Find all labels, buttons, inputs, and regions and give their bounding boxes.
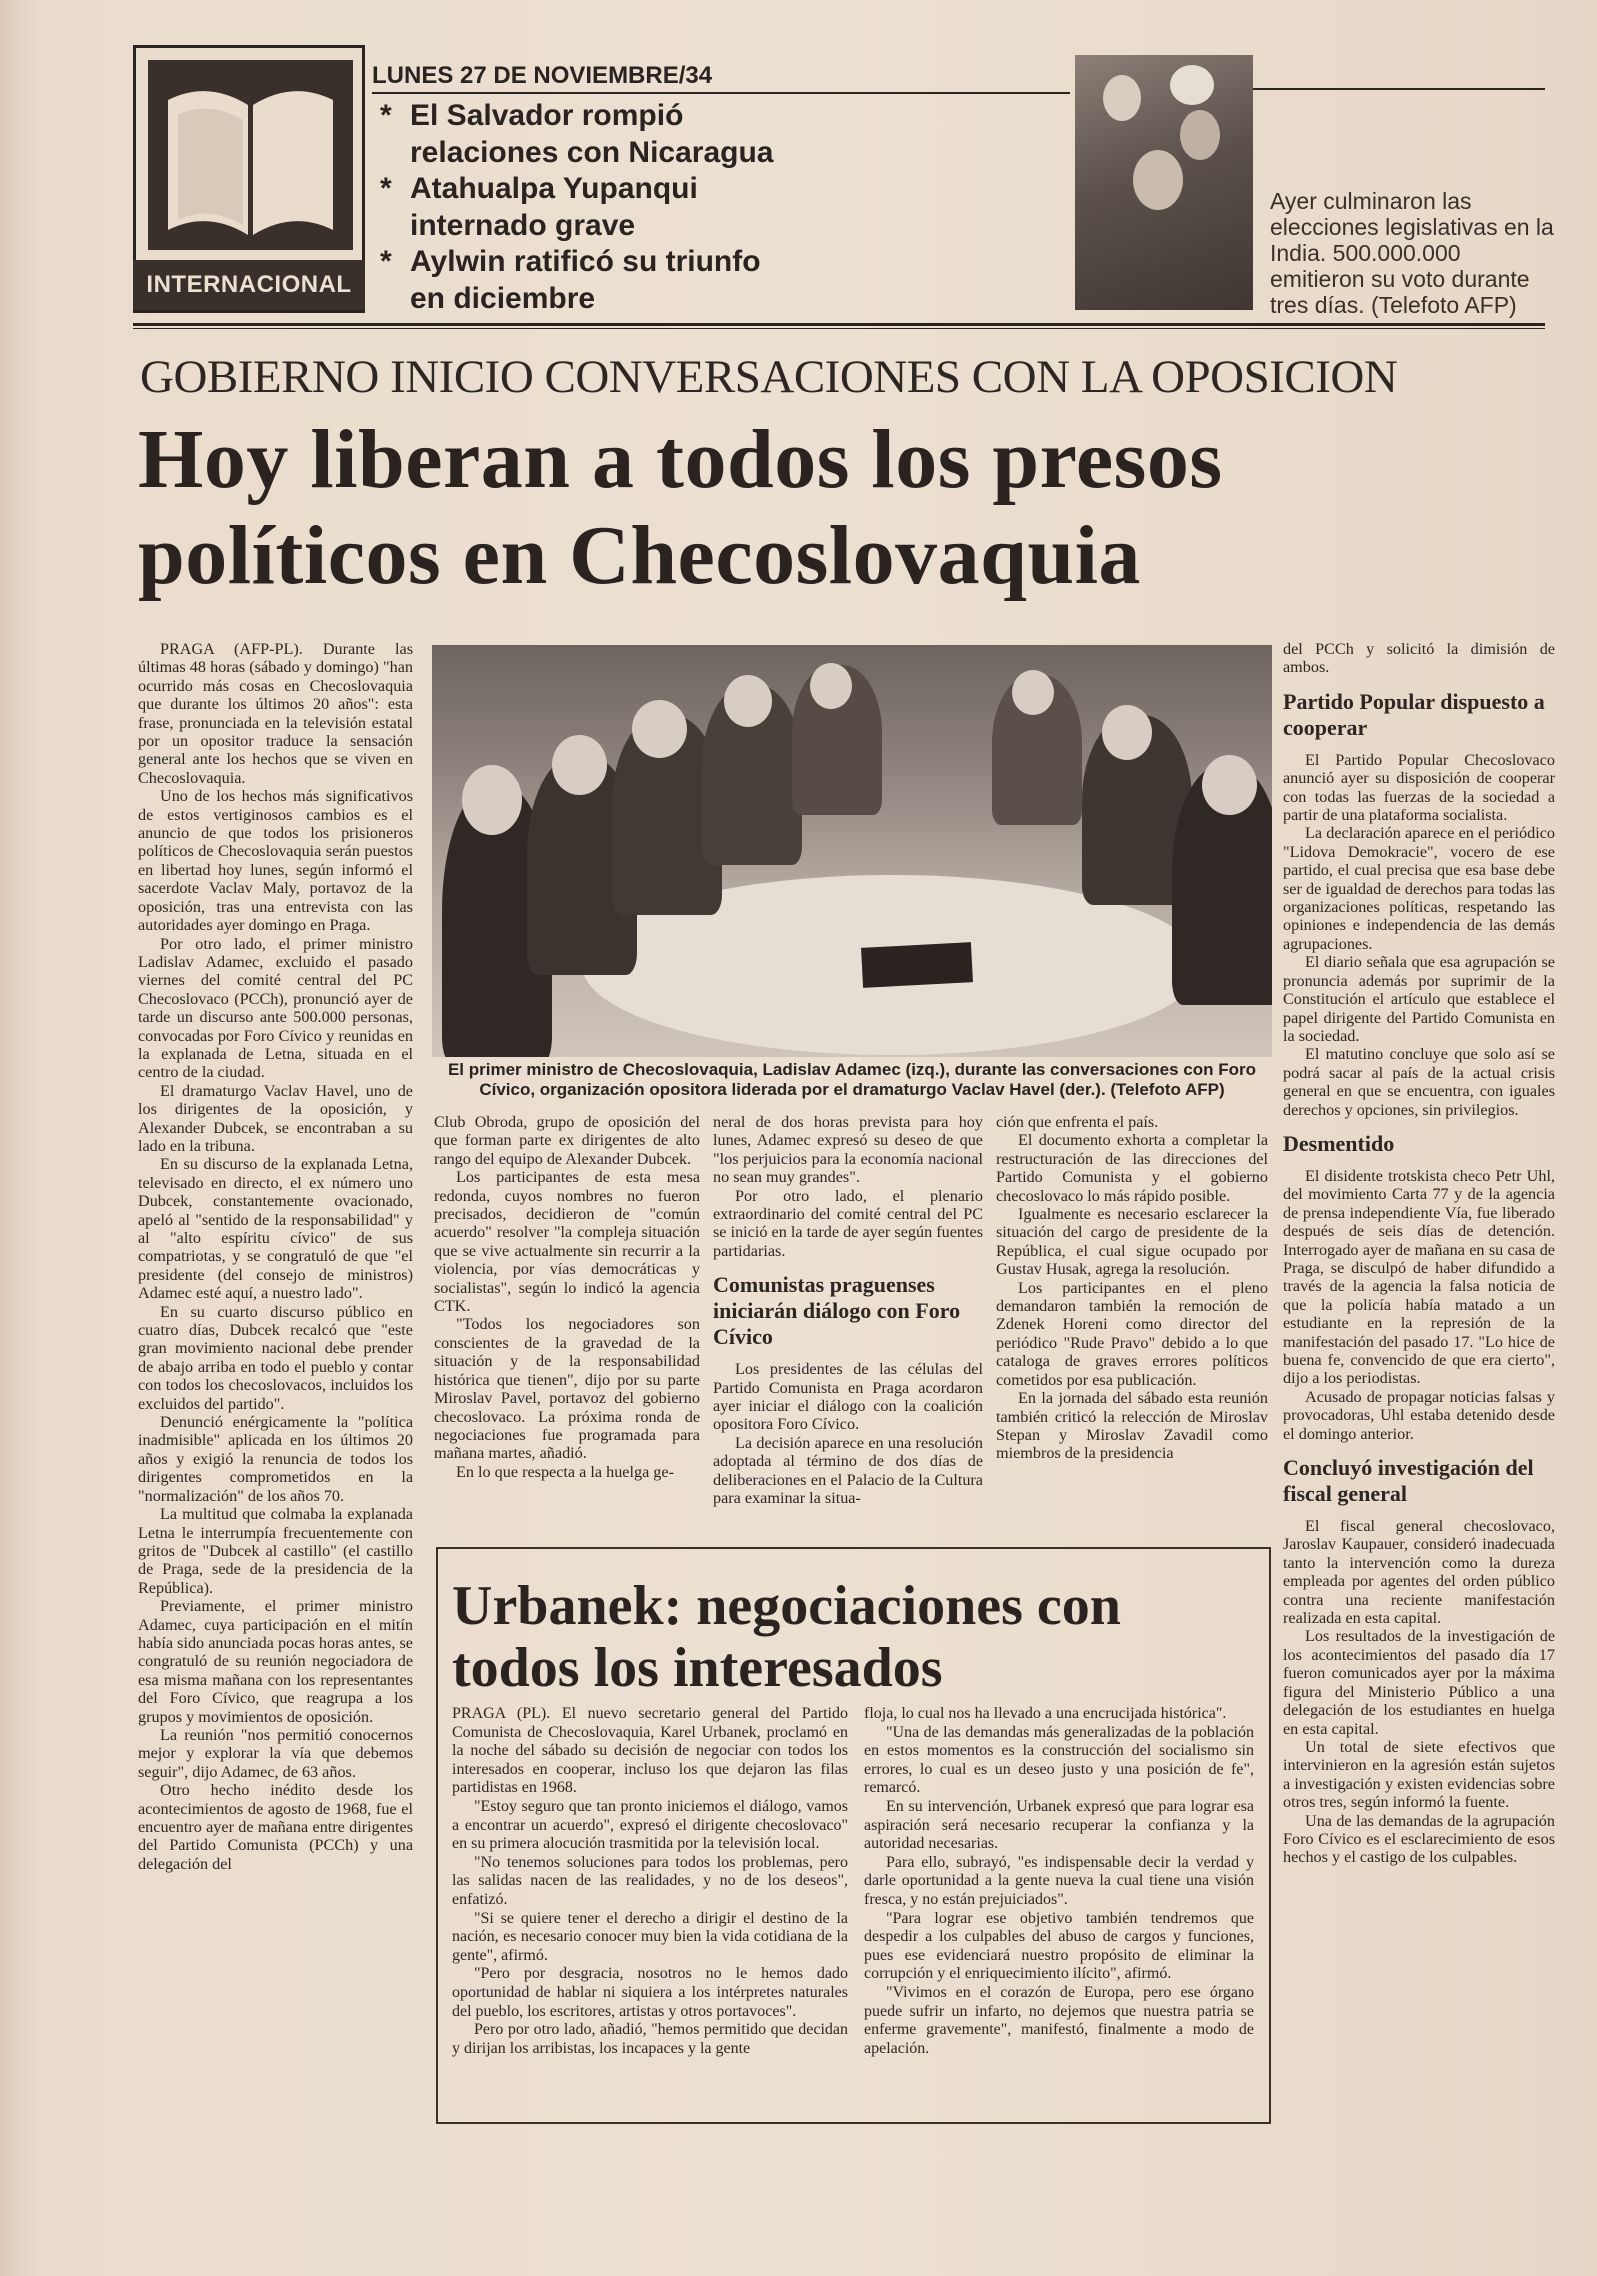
paragraph: Los participantes de esta mesa redonda, cuyos nombres no fueron precisados, decidieron de "común acuerdo" resolver "la compleja situación que se vive actualmente sin recurrir a la violencia, por vías democráticas y socialistas", según lo indicó la agencia CTK. bbox=[434, 1168, 700, 1316]
bullet-star: * bbox=[380, 99, 392, 132]
paragraph: "Estoy seguro que tan pronto iniciemos el diálogo, vamos a encontrar un acuerdo", expresó el dirigente checoslovaco" en su primera alocución trasmitida por la televisión local. bbox=[452, 1797, 848, 1853]
paragraph: La decisión aparece en una resolución adoptada al término de dos días de deliberaciones en el Palacio de la Cultura para examinar la situa- bbox=[713, 1433, 983, 1508]
paragraph: Para ello, subrayó, "es indispensable decir la verdad y darle oportunidad a la gente nueva la cual tiene una visión fresca, y no están prejuiciados". bbox=[864, 1853, 1254, 1908]
paragraph: El fiscal general checoslovaco, Jaroslav Kaupauer, consideró inadecuada tanto la intervención como la dureza empleada por agentes del orden público contra una reciente manifestación realizada en esta capital. bbox=[1283, 1517, 1555, 1628]
paragraph: Previamente, el primer ministro Adamec, cuya participación en el mitín había sido anunciada pocas horas antes, se congratuló de su reunión negociadora de esa misma mañana con los representantes del Foro Cívico, que reagrupa a los grupos y movimientos de oposición. bbox=[138, 1597, 413, 1726]
paragraph: En su discurso de la explanada Letna, televisado en directo, el ex número uno Dubcek, constantemente ovacionado, apeló al "sentido de la responsabilidad" y al "alto espíritu cívico" de sus compatriotas, y se congratuló de que "el presidente (del consejo de ministros) Adamec esté aquí, a nuestro lado". bbox=[138, 1155, 413, 1303]
paragraph: Club Obroda, grupo de oposición del que forman parte ex dirigentes de alto rango del equipo de Alexander Dubcek. bbox=[434, 1113, 700, 1168]
paragraph: Uno de los hechos más significativos de estos vertiginosos cambios es el anuncio de que todos los prisioneros políticos de Checoslovaquia serán puestos en libertad hoy lunes, según informó el sacerdote Vaclav Maly, portavoz de la oposición, tras una entrevista con las autoridades ayer domingo en Praga. bbox=[138, 787, 413, 935]
paragraph: Por otro lado, el plenario extraordinario del comité central del PC se inició en la tarde de ayer según fuentes partidarias. bbox=[713, 1186, 983, 1260]
paragraph: Un total de siete efectivos que intervinieron en la agresión están sujetos a investigación y existen evidencias sobre otros tres, según informó la fuente. bbox=[1283, 1737, 1555, 1812]
date-line: LUNES 27 DE NOVIEMBRE/34 bbox=[372, 62, 713, 89]
subhead: Concluyó investigación del fiscal general bbox=[1283, 1455, 1534, 1507]
subhead: Partido Popular dispuesto a cooperar bbox=[1283, 688, 1545, 740]
urbanek-headline[interactable]: Urbanek: negociaciones con todos los interesados bbox=[452, 1575, 1121, 1699]
paragraph: PRAGA (PL). El nuevo secretario general del Partido Comunista de Checoslovaquia, Karel Urbanek, proclamó en la noche del sábado su decisión de negociar con todos los interesados en cooperar, incluso los que dejaron las filas partidistas en 1968. bbox=[452, 1705, 848, 1797]
teaser-list bbox=[380, 98, 780, 317]
article-column-3 bbox=[713, 1113, 983, 1508]
paragraph: El dramaturgo Vaclav Havel, uno de los dirigentes de la oposición, y Alexander Dubcek, se encontraban a su lado en la tribuna. bbox=[138, 1081, 413, 1155]
article-column-5 bbox=[1283, 640, 1555, 1867]
paragraph: Acusado de propagar noticias falsas y provocadoras, Uhl estaba detenido desde el domingo anterior. bbox=[1283, 1387, 1555, 1443]
paragraph: Por otro lado, el primer ministro Ladislav Adamec, excluido el pasado viernes del comité central del PC Checoslovaco (PCCh), pronunció ayer de tarde un discurso ante 500.000 personas, convocadas por Foro Cívico y reunidas en la explanada de Letna, situada en el centro de la ciudad. bbox=[138, 934, 413, 1082]
negotiation-photo bbox=[432, 645, 1272, 1057]
paragraph: ción que enfrenta el país. bbox=[996, 1113, 1159, 1131]
article-column-4 bbox=[996, 1113, 1268, 1463]
paragraph: neral de dos horas prevista para hoy lunes, Adamec expresó su deseo de que "los perjuicios para la economía nacional no sean muy grandes". bbox=[713, 1113, 983, 1187]
paragraph: El documento exhorta a completar la restructuración de las direcciones del Partido Comunista y el gobierno checoslovaco lo más rápido posible. bbox=[996, 1131, 1268, 1205]
subhead: Comunistas praguenses iniciarán diálogo con Foro Cívico bbox=[713, 1272, 961, 1350]
paragraph: La multitud que colmaba la explanada Letna le interrumpía frecuentemente con gritos de "Dubcek al castillo" (el castillo de Praga, sede de la presidencia de la República). bbox=[138, 1505, 413, 1597]
paragraph: "No tenemos soluciones para todos los problemas, pero las salidas nacen de las realidades, y no de los deseos", enfatizó. bbox=[452, 1853, 848, 1908]
paragraph: "Si se quiere tener el derecho a dirigir el destino de la nación, es necesario conocer muy bien la vida cotidiana de la gente", afirmó. bbox=[452, 1909, 848, 1964]
paragraph: En lo que respecta a la huelga ge- bbox=[456, 1462, 674, 1481]
header-rule bbox=[372, 92, 1070, 94]
paragraph: En su cuarto discurso público en cuatro días, Dubcek recalcó que "este gran movimiento nacional debe prender de abajo arriba en todo el pueblo y contar con todos los checoslovacos, incluidos los excluidos del partido". bbox=[138, 1302, 413, 1413]
teaser-item[interactable] bbox=[380, 171, 780, 244]
divider bbox=[133, 328, 1545, 329]
india-election-photo bbox=[1075, 55, 1253, 310]
paragraph: Los resultados de la investigación de los acontecimientos del pasado día 17 fueron comunicados ayer por la máxima figura del Ministerio Público a una delegación de los estudiantes en huelga en esta capital. bbox=[1283, 1627, 1555, 1738]
paragraph: La reunión "nos permitió conocernos mejor y explorar la vía que debemos seguir", dijo Adamec, de 63 años. bbox=[138, 1725, 413, 1781]
open-book-icon bbox=[148, 60, 353, 250]
paragraph: floja, lo cual nos ha llevado a una encrucijada histórica". bbox=[864, 1705, 1227, 1722]
paragraph: "Vivimos en el corazón de Europa, pero ese órgano puede sufrir un infarto, no dejemos que nuestra patria se enferme gravemente", manifestó, finalmente a modo de apelación. bbox=[864, 1983, 1254, 2057]
paragraph: El diario señala que esa agrupación se pronuncia además por suprimir de la Constitución el artículo que establece el papel dirigente del Partido Comunista en la sociedad. bbox=[1283, 953, 1555, 1045]
paragraph: "Todos los negociadores son conscientes de la gravedad de la situación y de la responsabilidad histórica que tienen", dijo por su parte Miroslav Pavel, portavoz del gobierno checoslovaco. La próxima ronda de negociaciones fue programada para mañana martes, añadió. bbox=[434, 1315, 700, 1463]
article-column-2 bbox=[434, 1113, 700, 1481]
negotiation-photo-caption: El primer ministro de Checoslovaquia, Ladislav Adamec (izq.), durante las conversaciones con Foro Cívico, organización opositora liderada por el dramaturgo Vaclav Havel (der.). (Telefoto AFP) bbox=[447, 1060, 1257, 1099]
paragraph: En la jornada del sábado esta reunión también criticó la relección de Miroslav Stepan y Miroslav Zavadil como miembros de la presidencia bbox=[996, 1389, 1268, 1463]
urbanek-column-right bbox=[864, 1705, 1254, 2058]
divider bbox=[133, 323, 1545, 326]
paragraph: La declaración aparece en el periódico "Lidova Demokracie", vocero de ese partido, el cual precisa que esa base debe ser de igualdad de derechos para todas las organizaciones políticas, respetando las opiniones e independencia de las demás agrupaciones. bbox=[1283, 824, 1555, 953]
subhead: Desmentido bbox=[1283, 1130, 1395, 1156]
paragraph: Otro hecho inédito desde los acontecimientos de agosto de 1968, fue el encuentro ayer de mañana entre dirigentes del Partido Comunista (PCCh) y una delegación del bbox=[138, 1781, 413, 1873]
teaser-item[interactable] bbox=[380, 98, 780, 171]
paragraph: "Pero por desgracia, nosotros no le hemos dado oportunidad de hablar ni siquiera a los intérpretes naturales del pueblo, los escritores, artistas y otros portavoces". bbox=[452, 1965, 848, 2020]
teaser-item[interactable] bbox=[380, 244, 780, 317]
paragraph: El Partido Popular Checoslovaco anunció ayer su disposición de cooperar con todas las fuerzas de la sociedad a partir de una plataforma socialista. bbox=[1283, 750, 1555, 825]
header-rule-right bbox=[1250, 88, 1545, 90]
paragraph: El matutino concluye que solo así se podrá sacar al país de la actual crisis general en que se encuentra, con iguales derechos y opciones, sin privilegios. bbox=[1283, 1045, 1555, 1119]
paragraph: del PCCh y solicitó la dimisión de ambos. bbox=[1283, 640, 1555, 677]
bullet-star: * bbox=[380, 245, 392, 278]
teaser-text: Aylwin ratificó su triunfo en diciembre bbox=[410, 245, 761, 315]
paragraph: Los presidentes de las células del Partido Comunista en Praga acordaron ayer iniciar el diálogo con la coalición opositora Foro Cívico. bbox=[713, 1360, 983, 1434]
teaser-text: El Salvador rompió relaciones con Nicaragua bbox=[410, 99, 774, 169]
urbanek-column-left bbox=[452, 1705, 848, 2058]
article-column-1 bbox=[138, 640, 413, 1873]
paragraph: El disidente trotskista checo Petr Uhl, del movimiento Carta 77 y de la agencia de prensa independiente Vía, fue liberado después de seis días de detención. Interrogado ayer de mañana en su casa de Praga, se disculpó de haber difundido a través de la agencia la falsa noticia de que la policía había matado a un estudiante en la represión de la manifestación del pasado 17. "Lo hice de buena fe, convencido de que era cierto", dijo a los periodistas. bbox=[1283, 1166, 1555, 1388]
paragraph: "Para lograr ese objetivo también tendremos que despedir a los culpables del abuso de cargos y funciones, pues ese evidenciará nuestro propósito de eliminar la corrupción y el enriquecimiento ilícito", afirmó. bbox=[864, 1909, 1254, 1983]
paragraph: En su intervención, Urbanek expresó que para lograr esa aspiración será necesario recuperar la confianza y la autoridad necesarias. bbox=[864, 1797, 1254, 1853]
kicker-headline: GOBIERNO INICIO CONVERSACIONES CON LA OPOSICION bbox=[140, 351, 1398, 403]
paragraph: Igualmente es necesario esclarecer la situación del cargo de presidente de la República, el cual sigue ocupado por Gustav Husak, agrega la resolución. bbox=[996, 1205, 1268, 1279]
main-headline[interactable]: Hoy liberan a todos los presos políticos en Checoslovaquia bbox=[138, 413, 1223, 602]
india-photo-caption: Ayer culminaron las elecciones legislativas en la India. 500.000.000 emitieron su voto durante tres días. (Telefoto AFP) bbox=[1270, 188, 1554, 318]
paragraph: Denunció enérgicamente la "política inadmisible" aplicada en los últimos 20 años y exigió la renuncia de todos los dirigentes comprometidos en la "normalización" de los años 70. bbox=[138, 1413, 413, 1505]
paragraph: Los participantes en el pleno demandaron también la remoción de Zdenek Horeni como director del periódico "Rude Pravo" debido a lo que cataloga de graves errores políticos cometidos por esa publicación. bbox=[996, 1278, 1268, 1389]
teaser-text: Atahualpa Yupanqui internado grave bbox=[410, 172, 698, 242]
paragraph: "Una de las demandas más generalizadas de la población en estos momentos es la construcción del socialismo sin errores, lo cual es un deseo justo y una posición de fe", remarcó. bbox=[864, 1723, 1254, 1797]
paragraph: Pero por otro lado, añadió, "hemos permitido que decidan y dirijan los arribistas, los incapaces y la gente bbox=[452, 2021, 848, 2057]
paragraph: PRAGA (AFP-PL). Durante las últimas 48 horas (sábado y domingo) "han ocurrido más cosas en Checoslovaquia que durante los últimos 20 años": esta frase, pronunciada en la televisión estatal por un opositor traduce la sensación general ante los hechos que se viven en Checoslovaquia. bbox=[138, 640, 413, 787]
section-label: INTERNACIONAL bbox=[133, 260, 365, 310]
bullet-star: * bbox=[380, 172, 392, 205]
paragraph: Una de las demandas de la agrupación Foro Cívico es el esclarecimiento de esos hechos y el castigo de los culpables. bbox=[1283, 1811, 1555, 1867]
